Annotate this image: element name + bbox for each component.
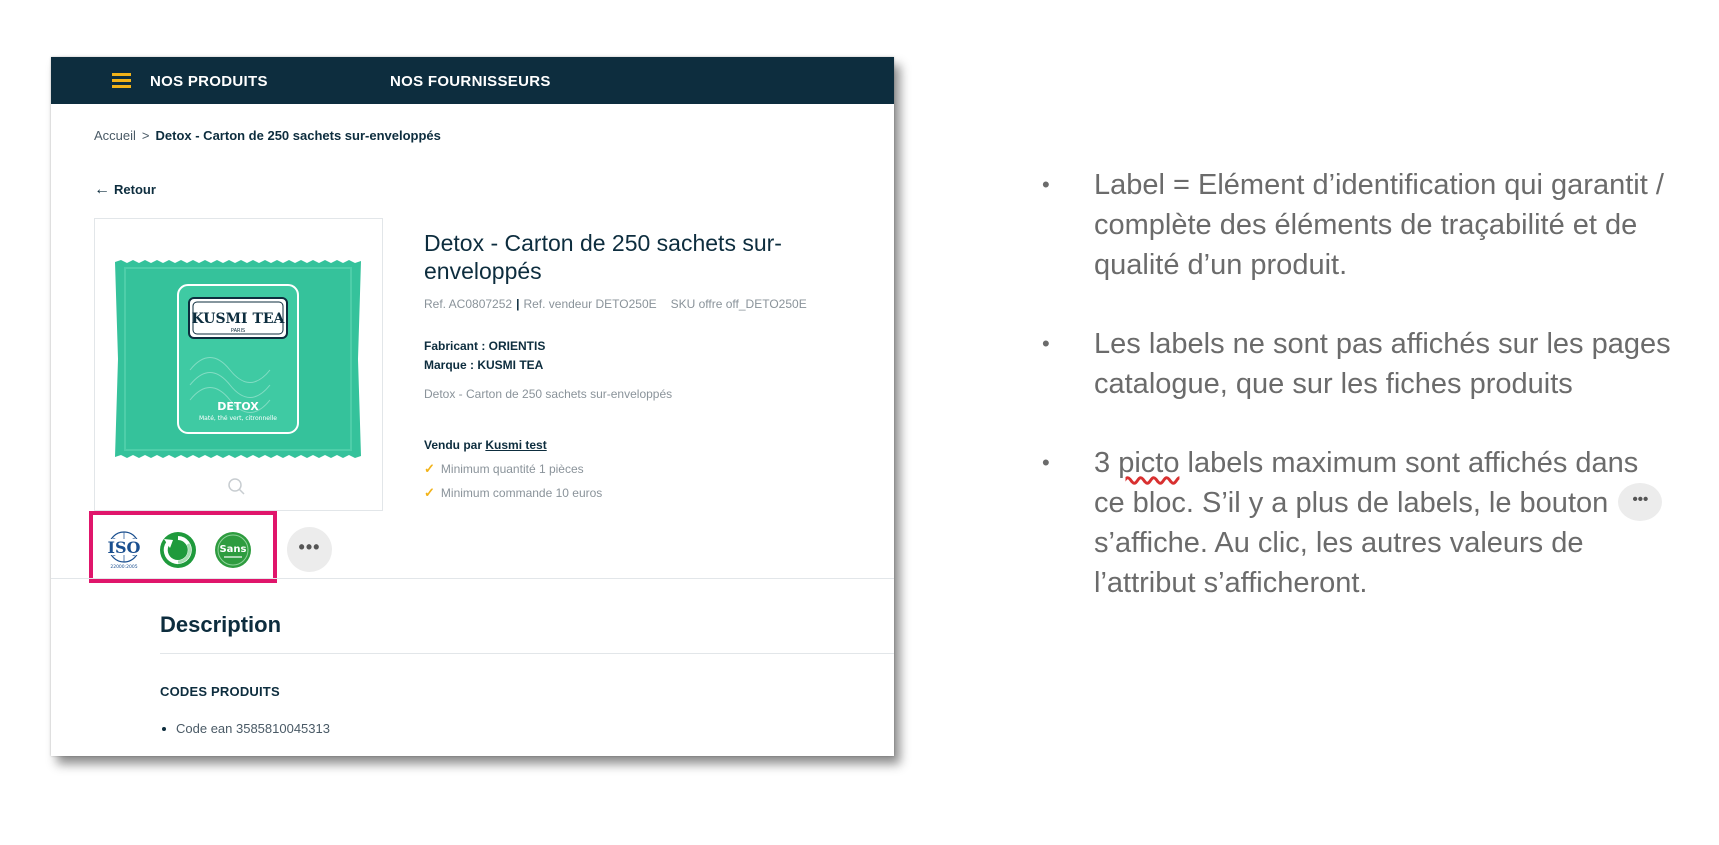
sachet-subtitle: Maté, thé vert, citronnelle xyxy=(199,415,277,422)
breadcrumb-separator: > xyxy=(141,128,150,143)
bullet-dot xyxy=(162,727,166,731)
nav-nos-fournisseurs[interactable]: NOS FOURNISSEURS xyxy=(390,73,551,90)
sachet-brand-sub: PARIS xyxy=(230,328,246,334)
note-bullet-3-mid: labels maximum sont affichés dans ce bloc. S’il y a plus de labels, le bouton xyxy=(1094,447,1639,519)
product-short-description: Detox - Carton de 250 sachets sur-enveloppés xyxy=(424,387,673,401)
back-link[interactable] xyxy=(94,181,156,199)
product-maker-block xyxy=(424,337,545,375)
description-title: Description xyxy=(160,612,282,637)
sans-label-text: Sans xyxy=(219,544,247,555)
note-bullet-2: • Les labels ne sont pas affichés sur les pages catalogue, que sur les fiches produits xyxy=(1042,324,1672,404)
seller-link[interactable]: Kusmi test xyxy=(485,438,547,452)
note-bullet-1: • Label = Elément d’identification qui garantit / complète des éléments de traçabilité et de qualité d’un produit. xyxy=(1042,165,1672,285)
ean-code-text: Code ean 3585810045313 xyxy=(176,721,330,736)
condition-item xyxy=(424,461,584,477)
breadcrumb-current: Detox - Carton de 250 sachets sur-enveloppés xyxy=(155,128,441,143)
product-sku: SKU offre off_DETO250E xyxy=(670,297,807,311)
tea-sachet-image xyxy=(115,260,361,458)
arrow-left-icon: ← xyxy=(94,181,110,198)
product-page-screenshot xyxy=(51,57,894,756)
note-picto-word: picto xyxy=(1118,447,1180,479)
recycle-label-icon xyxy=(158,530,198,570)
iso-label-sub: 22000:2005 xyxy=(110,565,138,570)
condition-min-quantity: Minimum quantité 1 pièces xyxy=(440,462,584,476)
codes-produits-title: CODES PRODUITS xyxy=(160,684,280,699)
ean-code xyxy=(160,721,330,736)
checkmark-icon: ✓ xyxy=(424,485,435,500)
inline-more-button-icon: ••• xyxy=(1618,483,1662,521)
sachet-brand: KUSMI TEA xyxy=(191,311,285,327)
product-ref-vendeur: Ref. vendeur DETO250E xyxy=(523,297,657,311)
note-bullet-3-end: s’affiche. Au clic, les autres valeurs de l’attribut s’afficheront. xyxy=(1094,527,1584,599)
hamburger-icon[interactable] xyxy=(112,73,131,89)
sachet-name: DETOX xyxy=(217,400,259,413)
iso-label-text: ISO xyxy=(107,538,141,557)
checkmark-icon: ✓ xyxy=(424,461,435,476)
iso-label-icon xyxy=(104,530,144,570)
breadcrumb-home-link[interactable]: Accueil xyxy=(94,128,136,143)
ref-separator: | xyxy=(516,297,520,311)
magnifier-icon[interactable] xyxy=(226,476,246,496)
product-marque: Marque : KUSMI TEA xyxy=(424,358,544,372)
explanation-notes xyxy=(1042,165,1672,642)
description-divider xyxy=(160,653,894,654)
nav-nos-produits[interactable]: NOS PRODUITS xyxy=(150,73,268,90)
back-label: Retour xyxy=(114,182,156,197)
product-references xyxy=(424,297,807,311)
top-navigation xyxy=(51,57,894,104)
product-fabricant: Fabricant : ORIENTIS xyxy=(424,339,546,353)
condition-min-order: Minimum commande 10 euros xyxy=(440,486,603,500)
more-labels-button[interactable]: ••• xyxy=(287,527,332,572)
breadcrumb xyxy=(94,128,441,143)
condition-item xyxy=(424,485,602,501)
product-ref: Ref. AC0807252 xyxy=(424,297,513,311)
product-seller xyxy=(424,438,547,452)
product-image[interactable] xyxy=(94,218,383,511)
seller-prefix: Vendu par xyxy=(424,438,483,452)
note-bullet-3 xyxy=(1042,443,1672,603)
sans-label-icon xyxy=(213,530,253,570)
section-divider xyxy=(51,578,894,579)
product-title: Detox - Carton de 250 sachets sur-enveloppés xyxy=(424,230,782,284)
note-bullet-3-start: 3 xyxy=(1094,447,1119,479)
